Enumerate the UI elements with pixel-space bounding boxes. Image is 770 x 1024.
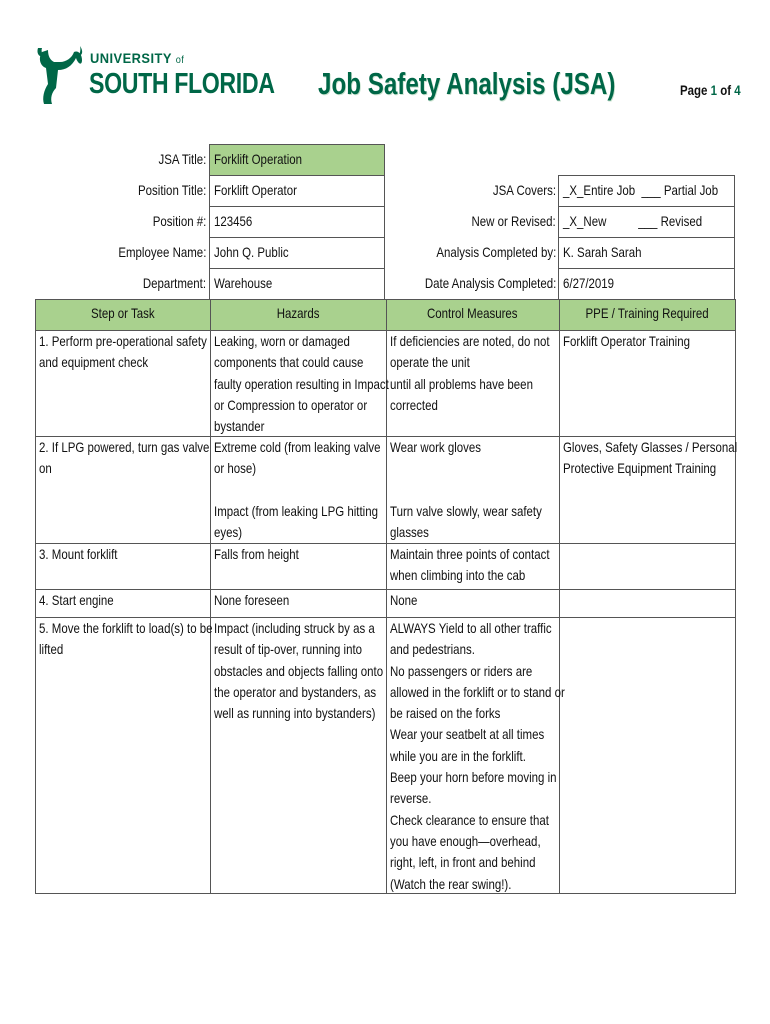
cell-line: 5. Move the forklift to load(s) to be [39,620,213,636]
position-title-label: Position Title: [137,182,206,198]
cell-line: bystander [214,418,265,435]
cell-line: glasses [390,524,429,541]
cell-line: Wear your seatbelt at all times [390,726,545,743]
hazards-cell [214,618,383,724]
jsa-covers-field: _X_Entire Job ___ Partial Job [558,175,735,207]
usf-bull-icon [36,44,84,106]
controls-cell [390,544,550,587]
header-ppe: PPE / Training Required [585,305,709,321]
controls-cell [390,590,417,611]
cell-line: Maintain three points of contact [390,546,550,562]
table-column-rule [210,299,211,894]
cell-line: the operator and bystanders, as [214,683,377,700]
cell-line: No passengers or riders are [390,662,533,679]
date-completed-field: 6/27/2019 [558,268,735,300]
controls-cell [390,437,542,543]
cell-line: Extreme cold (from leaking valve [214,439,381,455]
cell-line: result of tip-over, running into [214,641,363,658]
cell-line: lifted [39,641,64,658]
cell-line: right, left, in front and behind [390,854,536,871]
controls-cell [390,618,565,895]
cell-line: Turn valve slowly, wear safety [390,502,542,519]
cell-line: Wear work gloves [390,439,482,455]
header-hazards: Hazards [276,305,320,321]
cell-line: (Watch the rear swing!). [390,875,512,892]
usf-logo [36,44,275,108]
logo-south-florida-text: SOUTH FLORIDA [89,68,275,100]
cell-line: 1. Perform pre-operational safety [39,333,207,349]
cell-line: Leaking, worn or damaged [214,333,350,349]
jsa-title-field: Forklift Operation [209,144,385,176]
cell-line: None foreseen [214,592,290,608]
employee-name-label: Employee Name: [117,244,206,260]
cell-line: or Compression to operator or [214,396,368,413]
cell-line: reverse. [390,790,432,807]
logo-university-text: UNIVERSITY of [90,50,185,66]
ppe-cell [563,331,690,352]
employee-name-field: John Q. Public [209,237,385,269]
analysis-by-label: Analysis Completed by: [436,244,556,260]
cell-line: you have enough—overhead, [390,832,541,849]
cell-line: eyes) [214,524,243,541]
cell-line: Falls from height [214,546,299,562]
cell-line: on [39,460,52,477]
cell-line: until all problems have been [390,375,533,392]
cell-line: 3. Mount forklift [39,546,118,562]
department-field: Warehouse [209,268,385,300]
cell-line: None [390,592,418,608]
hazards-cell [214,590,289,611]
cell-line: Impact (from leaking LPG hitting [214,502,378,519]
cell-line [390,480,542,501]
jsa-title-label: JSA Title: [158,151,206,167]
cell-line: Gloves, Safety Glasses / Personal [563,439,738,455]
table-column-rule [35,299,36,894]
jsa-covers-label: JSA Covers: [492,182,556,198]
hazards-cell [214,437,381,543]
step-cell [39,331,207,374]
cell-line: components that could cause [214,354,364,371]
cell-line: while you are in the forklift. [390,747,526,764]
cell-line: 4. Start engine [39,592,114,608]
cell-line: when climbing into the cab [390,567,526,584]
header-step: Step or Task [90,305,155,321]
hazards-cell [214,544,299,565]
cell-line [214,480,381,501]
cell-line: and equipment check [39,354,149,371]
date-completed-label: Date Analysis Completed: [424,275,556,291]
cell-line: If deficiencies are noted, do not [390,333,550,349]
position-title-field: Forklift Operator [209,175,385,207]
page-indicator: Page 1 of 4 [680,82,741,98]
cell-line: and pedestrians. [390,641,475,658]
cell-line: ALWAYS Yield to all other traffic [390,620,552,636]
step-cell [39,618,213,661]
table-column-rule [735,299,736,894]
new-revised-field: _X_New ___ Revised [558,206,735,238]
cell-line: be raised on the forks [390,705,501,722]
cell-line: Impact (including struck by as a [214,620,375,636]
cell-line: Beep your horn before moving in [390,769,557,786]
analysis-by-field: K. Sarah Sarah [558,237,735,269]
step-cell [39,437,209,480]
cell-line: allowed in the forklift or to stand or [390,683,565,700]
controls-cell [390,331,550,416]
step-cell [39,544,117,565]
step-cell [39,590,114,611]
cell-line: 2. If LPG powered, turn gas valve [39,439,210,455]
cell-line: corrected [390,396,438,413]
header-controls: Control Measures [427,305,518,321]
hazards-cell [214,331,389,437]
cell-line: Protective Equipment Training [563,460,717,477]
cell-line [390,458,542,479]
cell-line: Forklift Operator Training [563,333,690,349]
cell-line: Check clearance to ensure that [390,811,549,828]
cell-line: faulty operation resulting in Impact [214,375,389,392]
department-label: Department: [142,275,206,291]
cell-line: operate the unit [390,354,470,371]
position-number-label: Position #: [152,213,206,229]
ppe-cell [563,437,737,480]
cell-line: obstacles and objects falling onto [214,662,384,679]
document-title: Job Safety Analysis (JSA) [318,66,616,101]
new-revised-label: New or Revised: [471,213,556,229]
cell-line: or hose) [214,460,257,477]
position-number-field: 123456 [209,206,385,238]
cell-line: well as running into bystanders) [214,705,376,722]
